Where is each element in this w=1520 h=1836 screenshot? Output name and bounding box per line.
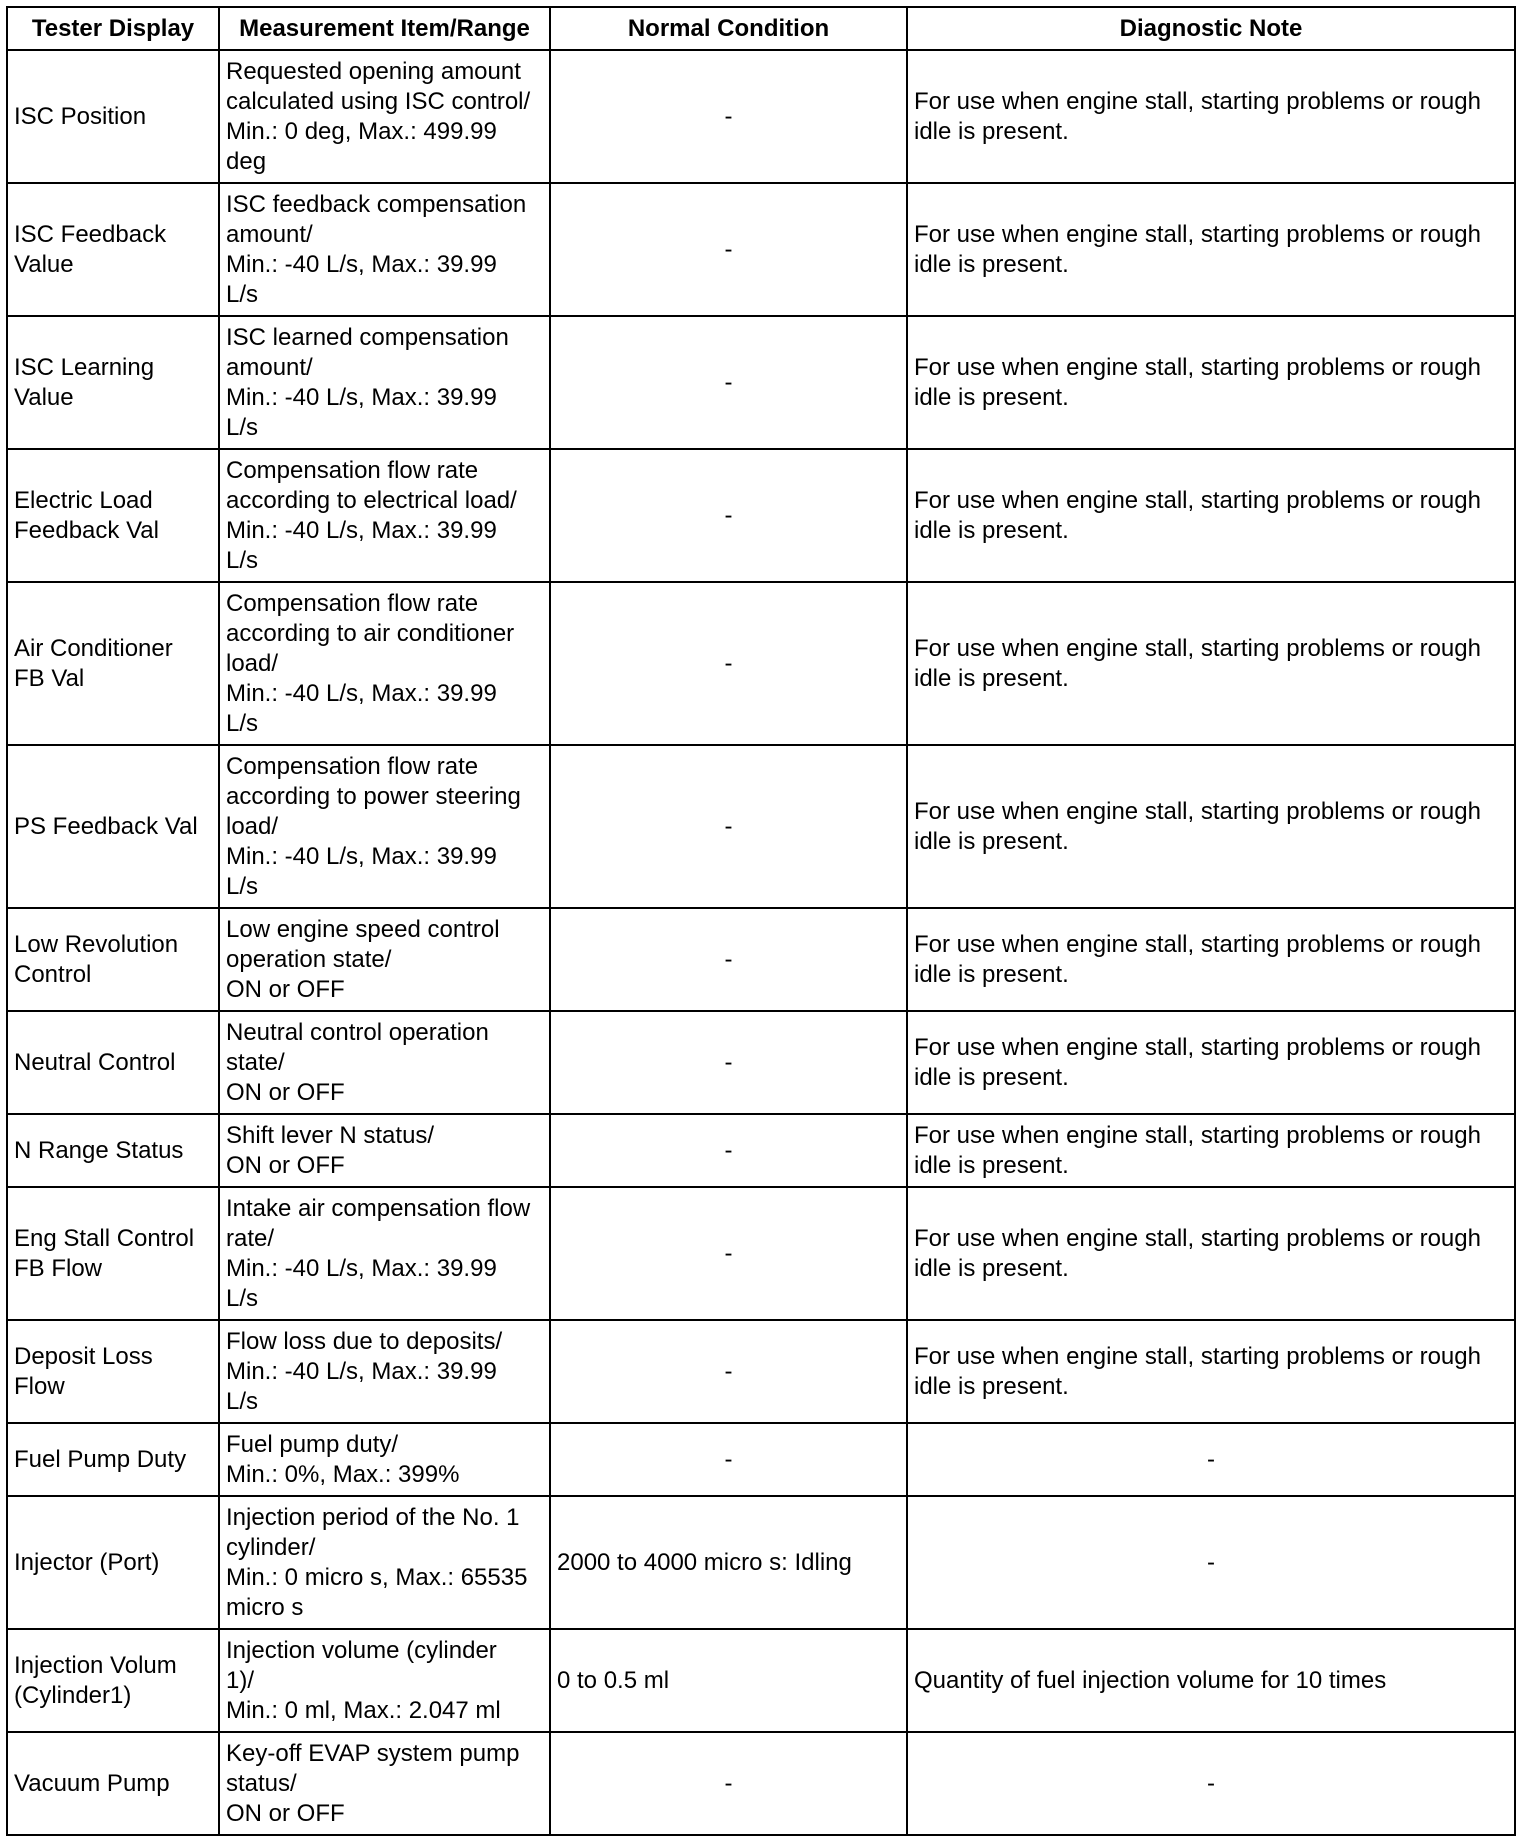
normal-condition-cell xyxy=(550,1423,907,1496)
normal-condition-cell-text: - xyxy=(724,1769,733,1797)
normal-condition-cell xyxy=(550,1011,907,1114)
diagnostic-note-cell-text: For use when engine stall, starting problems or rough idle is present. xyxy=(914,797,1481,855)
tester-display-cell-text: Low Revolution Control xyxy=(14,930,179,988)
table-body xyxy=(7,50,1515,1835)
diagnostic-note-cell-text: For use when engine stall, starting problems or rough idle is present. xyxy=(914,634,1481,692)
normal-condition-cell-text: - xyxy=(724,812,733,840)
header-diagnostic-note: Diagnostic Note xyxy=(907,7,1515,50)
diagnostic-note-cell xyxy=(907,745,1515,908)
measurement-range-cell xyxy=(219,582,550,745)
diagnostic-note-cell xyxy=(907,1011,1515,1114)
data-list-table xyxy=(6,6,1516,1836)
diagnostic-note-cell xyxy=(907,582,1515,745)
measurement-range-cell-text: Low engine speed control operation state/ ON or OFF xyxy=(226,915,500,1003)
diagnostic-note-cell-text: - xyxy=(1207,1445,1215,1473)
measurement-range-cell-text: Injection volume (cylinder 1)/ Min.: 0 ml, Max.: 2.047 ml xyxy=(226,1636,501,1724)
diagnostic-note-cell xyxy=(907,449,1515,582)
table-row xyxy=(7,1629,1515,1732)
tester-display-cell xyxy=(7,745,219,908)
tester-display-cell xyxy=(7,1423,219,1496)
normal-condition-cell-text: 0 to 0.5 ml xyxy=(557,1666,670,1694)
header-tester-display: Tester Display xyxy=(7,7,219,50)
tester-display-cell xyxy=(7,1114,219,1187)
normal-condition-cell-text: 2000 to 4000 micro s: Idling xyxy=(557,1548,852,1576)
tester-display-cell xyxy=(7,316,219,449)
normal-condition-cell-text: - xyxy=(724,368,733,396)
normal-condition-cell xyxy=(550,316,907,449)
diagnostic-note-cell-text: For use when engine stall, starting problems or rough idle is present. xyxy=(914,87,1481,145)
tester-display-cell-text: Electric Load Feedback Val xyxy=(14,486,159,544)
measurement-range-cell-text: Intake air compensation flow rate/ Min.: -40 L/s, Max.: 39.99 L/s xyxy=(226,1194,531,1312)
diagnostic-note-cell xyxy=(907,1423,1515,1496)
table-row xyxy=(7,316,1515,449)
table-row xyxy=(7,1732,1515,1835)
tester-display-cell xyxy=(7,1732,219,1835)
measurement-range-cell-text: Requested opening amount calculated using ISC control/ Min.: 0 deg, Max.: 499.99 deg xyxy=(226,57,531,175)
normal-condition-cell-text: - xyxy=(724,945,733,973)
measurement-range-cell xyxy=(219,1187,550,1320)
tester-display-cell-text: N Range Status xyxy=(14,1136,184,1164)
diagnostic-note-cell xyxy=(907,316,1515,449)
normal-condition-cell xyxy=(550,50,907,183)
normal-condition-cell xyxy=(550,1732,907,1835)
diagnostic-note-cell xyxy=(907,50,1515,183)
tester-display-cell-text: Neutral Control xyxy=(14,1048,176,1076)
measurement-range-cell-text: Compensation flow rate according to electrical load/ Min.: -40 L/s, Max.: 39.99 L/s xyxy=(226,456,517,574)
measurement-range-cell xyxy=(219,183,550,316)
normal-condition-cell-text: - xyxy=(724,501,733,529)
table-row xyxy=(7,1423,1515,1496)
normal-condition-cell xyxy=(550,582,907,745)
table-row xyxy=(7,1496,1515,1629)
normal-condition-cell-text: - xyxy=(724,1445,733,1473)
tester-display-cell-text: ISC Feedback Value xyxy=(14,220,167,278)
measurement-range-cell-text: Shift lever N status/ ON or OFF xyxy=(226,1121,435,1179)
tester-display-cell-text: Fuel Pump Duty xyxy=(14,1445,187,1473)
diagnostic-note-cell-text: For use when engine stall, starting problems or rough idle is present. xyxy=(914,1121,1481,1179)
normal-condition-cell xyxy=(550,183,907,316)
measurement-range-cell xyxy=(219,1629,550,1732)
measurement-range-cell-text: ISC feedback compensation amount/ Min.: -40 L/s, Max.: 39.99 L/s xyxy=(226,190,527,308)
normal-condition-cell-text: - xyxy=(724,102,733,130)
document-page xyxy=(6,6,1514,1836)
table-row xyxy=(7,1114,1515,1187)
tester-display-cell-text: ISC Learning Value xyxy=(14,353,155,411)
measurement-range-cell-text: Compensation flow rate according to air conditioner load/ Min.: -40 L/s, Max.: 39.99 L/s xyxy=(226,589,515,737)
table-row xyxy=(7,745,1515,908)
header-row xyxy=(7,7,1515,50)
tester-display-cell xyxy=(7,1496,219,1629)
normal-condition-cell xyxy=(550,1320,907,1423)
measurement-range-cell xyxy=(219,1114,550,1187)
measurement-range-cell-text: Flow loss due to deposits/ Min.: -40 L/s, Max.: 39.99 L/s xyxy=(226,1327,503,1415)
normal-condition-cell-text: - xyxy=(724,1136,733,1164)
normal-condition-cell-text: - xyxy=(724,1048,733,1076)
table-row xyxy=(7,582,1515,745)
diagnostic-note-cell-text: For use when engine stall, starting problems or rough idle is present. xyxy=(914,1224,1481,1282)
table-row xyxy=(7,908,1515,1011)
table-row xyxy=(7,1320,1515,1423)
measurement-range-cell xyxy=(219,1011,550,1114)
diagnostic-note-cell xyxy=(907,1320,1515,1423)
table-row xyxy=(7,1011,1515,1114)
diagnostic-note-cell-text: For use when engine stall, starting problems or rough idle is present. xyxy=(914,353,1481,411)
normal-condition-cell-text: - xyxy=(724,649,733,677)
tester-display-cell-text: Vacuum Pump xyxy=(14,1769,170,1797)
normal-condition-cell xyxy=(550,908,907,1011)
diagnostic-note-cell xyxy=(907,1732,1515,1835)
tester-display-cell xyxy=(7,1320,219,1423)
tester-display-cell xyxy=(7,582,219,745)
tester-display-cell-text: Air Conditioner FB Val xyxy=(14,634,173,692)
normal-condition-cell-text: - xyxy=(724,235,733,263)
measurement-range-cell-text: Neutral control operation state/ ON or OFF xyxy=(226,1018,489,1106)
tester-display-cell xyxy=(7,183,219,316)
table-row xyxy=(7,50,1515,183)
measurement-range-cell-text: Compensation flow rate according to power steering load/ Min.: -40 L/s, Max.: 39.99 L/s xyxy=(226,752,521,900)
tester-display-cell xyxy=(7,50,219,183)
measurement-range-cell xyxy=(219,745,550,908)
normal-condition-cell xyxy=(550,1496,907,1629)
tester-display-cell-text: Eng Stall Control FB Flow xyxy=(14,1224,195,1282)
tester-display-cell xyxy=(7,1187,219,1320)
normal-condition-cell-text: - xyxy=(724,1239,733,1267)
diagnostic-note-cell xyxy=(907,1496,1515,1629)
measurement-range-cell xyxy=(219,1320,550,1423)
header-measurement-item: Measurement Item/Range xyxy=(219,7,550,50)
measurement-range-cell xyxy=(219,908,550,1011)
diagnostic-note-cell-text: - xyxy=(1207,1769,1215,1797)
normal-condition-cell xyxy=(550,1114,907,1187)
tester-display-cell xyxy=(7,1011,219,1114)
measurement-range-cell-text: Injection period of the No. 1 cylinder/ Min.: 0 micro s, Max.: 65535 micro s xyxy=(226,1503,528,1621)
diagnostic-note-cell-text: For use when engine stall, starting problems or rough idle is present. xyxy=(914,930,1481,988)
normal-condition-cell xyxy=(550,745,907,908)
diagnostic-note-cell-text: For use when engine stall, starting problems or rough idle is present. xyxy=(914,1033,1481,1091)
tester-display-cell-text: Deposit Loss Flow xyxy=(14,1342,153,1400)
diagnostic-note-cell xyxy=(907,1629,1515,1732)
tester-display-cell-text: Injector (Port) xyxy=(14,1548,160,1576)
measurement-range-cell xyxy=(219,1732,550,1835)
diagnostic-note-cell xyxy=(907,908,1515,1011)
tester-display-cell xyxy=(7,1629,219,1732)
normal-condition-cell xyxy=(550,1187,907,1320)
diagnostic-note-cell xyxy=(907,183,1515,316)
diagnostic-note-cell-text: - xyxy=(1207,1548,1215,1576)
tester-display-cell-text: Injection Volum (Cylinder1) xyxy=(14,1651,177,1709)
measurement-range-cell xyxy=(219,1423,550,1496)
measurement-range-cell xyxy=(219,449,550,582)
table-row xyxy=(7,183,1515,316)
measurement-range-cell-text: Key-off EVAP system pump status/ ON or OFF xyxy=(226,1739,520,1827)
diagnostic-note-cell-text: Quantity of fuel injection volume for 10 times xyxy=(914,1666,1387,1694)
normal-condition-cell-text: - xyxy=(724,1357,733,1385)
measurement-range-cell xyxy=(219,50,550,183)
diagnostic-note-cell-text: For use when engine stall, starting problems or rough idle is present. xyxy=(914,1342,1481,1400)
diagnostic-note-cell-text: For use when engine stall, starting problems or rough idle is present. xyxy=(914,220,1481,278)
tester-display-cell-text: PS Feedback Val xyxy=(14,812,198,840)
tester-display-cell-text: ISC Position xyxy=(14,102,147,130)
diagnostic-note-cell-text: For use when engine stall, starting problems or rough idle is present. xyxy=(914,486,1481,544)
measurement-range-cell-text: ISC learned compensation amount/ Min.: -40 L/s, Max.: 39.99 L/s xyxy=(226,323,509,441)
measurement-range-cell xyxy=(219,1496,550,1629)
table-row xyxy=(7,449,1515,582)
tester-display-cell xyxy=(7,449,219,582)
header-normal-condition: Normal Condition xyxy=(550,7,907,50)
normal-condition-cell xyxy=(550,449,907,582)
tester-display-cell xyxy=(7,908,219,1011)
normal-condition-cell xyxy=(550,1629,907,1732)
diagnostic-note-cell xyxy=(907,1187,1515,1320)
table-row xyxy=(7,1187,1515,1320)
measurement-range-cell-text: Fuel pump duty/ Min.: 0%, Max.: 399% xyxy=(226,1430,460,1488)
measurement-range-cell xyxy=(219,316,550,449)
diagnostic-note-cell xyxy=(907,1114,1515,1187)
